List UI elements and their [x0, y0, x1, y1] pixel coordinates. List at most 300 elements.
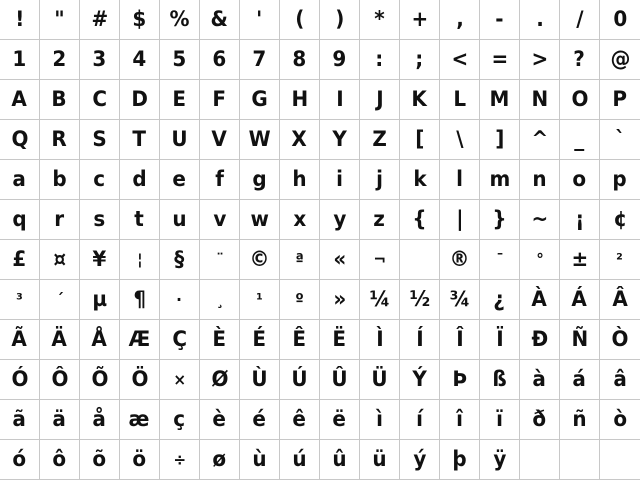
glyph: Û	[331, 367, 348, 391]
glyph: w	[250, 207, 269, 231]
glyph: |	[455, 207, 464, 231]
glyph: [	[414, 127, 425, 151]
glyph: ÿ	[492, 447, 507, 471]
glyph-cell	[120, 320, 160, 360]
glyph-cell	[240, 280, 280, 320]
glyph	[416, 252, 422, 268]
glyph: i	[336, 167, 343, 191]
glyph-cell	[400, 400, 440, 440]
glyph: ²	[616, 249, 624, 269]
glyph-cell	[520, 320, 560, 360]
glyph: D	[131, 87, 148, 111]
glyph: '	[256, 7, 263, 31]
glyph-cell	[400, 240, 440, 280]
glyph: â	[613, 367, 627, 391]
glyph: M	[489, 87, 510, 111]
glyph: Å	[91, 327, 108, 351]
glyph: J	[375, 87, 384, 111]
glyph-cell	[400, 200, 440, 240]
glyph: R	[51, 127, 68, 151]
glyph-cell	[560, 120, 600, 160]
glyph-cell	[520, 240, 560, 280]
glyph-cell	[360, 440, 400, 480]
glyph-cell	[600, 360, 640, 400]
glyph-cell	[480, 320, 520, 360]
glyph: =	[491, 47, 508, 71]
glyph: Ë	[332, 327, 347, 351]
glyph-cell	[40, 160, 80, 200]
glyph: (	[294, 7, 305, 31]
glyph-cell	[200, 280, 240, 320]
glyph: a	[12, 167, 27, 191]
glyph: À	[531, 287, 548, 311]
glyph: Ò	[611, 327, 629, 351]
glyph-cell	[400, 120, 440, 160]
glyph: 9	[332, 47, 347, 71]
glyph: O	[571, 87, 588, 111]
glyph-cell	[320, 80, 360, 120]
glyph: @	[610, 47, 630, 71]
glyph: 0	[613, 7, 627, 31]
glyph: ]	[494, 127, 505, 151]
glyph-cell	[520, 200, 560, 240]
glyph: o	[572, 167, 587, 191]
glyph: l	[456, 167, 463, 191]
glyph: Q	[11, 127, 28, 151]
glyph-cell	[560, 160, 600, 200]
glyph: ø	[212, 447, 227, 471]
glyph-cell	[160, 200, 200, 240]
glyph-cell	[160, 120, 200, 160]
glyph: ¼	[369, 287, 390, 311]
glyph-cell	[600, 80, 640, 120]
glyph: ·	[176, 289, 183, 309]
glyph-cell	[0, 40, 40, 80]
glyph: 6	[212, 47, 227, 71]
glyph-cell	[360, 120, 400, 160]
glyph-cell	[440, 400, 480, 440]
glyph: í	[416, 407, 423, 431]
glyph-cell	[240, 360, 280, 400]
glyph-cell	[520, 40, 560, 80]
glyph-cell	[200, 120, 240, 160]
glyph-cell	[280, 400, 320, 440]
glyph: Ï	[495, 327, 504, 351]
glyph-cell	[480, 200, 520, 240]
glyph: y	[332, 207, 347, 231]
glyph-cell	[240, 320, 280, 360]
glyph: ô	[52, 447, 67, 471]
glyph: m	[489, 167, 510, 191]
glyph: ;	[415, 47, 424, 71]
glyph: F	[212, 87, 227, 111]
glyph: æ	[129, 407, 150, 431]
glyph: ï	[496, 407, 503, 431]
glyph: b	[52, 167, 67, 191]
glyph-cell	[80, 320, 120, 360]
glyph-cell	[480, 280, 520, 320]
glyph: T	[132, 127, 147, 151]
glyph: ¾	[449, 287, 470, 311]
glyph-cell	[160, 40, 200, 80]
glyph-cell	[120, 360, 160, 400]
glyph-cell	[600, 0, 640, 40]
glyph: Ê	[292, 327, 307, 351]
glyph: Ö	[131, 367, 148, 391]
glyph-cell	[0, 160, 40, 200]
glyph-cell	[80, 80, 120, 120]
glyph: ¡	[574, 207, 585, 231]
glyph: Ý	[412, 367, 427, 391]
glyph: ,	[455, 7, 464, 31]
glyph: ì	[376, 407, 383, 431]
glyph-cell	[80, 40, 120, 80]
glyph: ã	[12, 407, 27, 431]
glyph: Þ	[452, 367, 467, 391]
glyph-cell	[160, 360, 200, 400]
glyph-cell	[0, 440, 40, 480]
glyph: Ì	[375, 327, 384, 351]
glyph-cell	[360, 320, 400, 360]
glyph-cell	[440, 0, 480, 40]
glyph-cell	[480, 240, 520, 280]
glyph: î	[456, 407, 463, 431]
glyph-cell	[400, 360, 440, 400]
glyph: {	[412, 207, 427, 231]
glyph: *	[374, 7, 385, 31]
glyph: )	[334, 7, 345, 31]
glyph: +	[411, 7, 428, 31]
glyph: ?	[573, 47, 586, 71]
glyph: }	[492, 207, 507, 231]
glyph: /	[575, 7, 584, 31]
glyph: µ	[92, 287, 107, 311]
glyph-cell	[480, 120, 520, 160]
glyph-cell	[120, 400, 160, 440]
glyph-cell	[280, 80, 320, 120]
glyph: Ð	[531, 327, 548, 351]
glyph: 5	[172, 47, 187, 71]
glyph: n	[532, 167, 547, 191]
glyph-cell	[0, 200, 40, 240]
glyph: á	[572, 367, 587, 391]
glyph: ú	[292, 447, 307, 471]
glyph: L	[453, 87, 466, 111]
glyph: à	[532, 367, 547, 391]
glyph-cell	[520, 0, 560, 40]
glyph-cell	[360, 280, 400, 320]
glyph-cell	[40, 0, 80, 40]
glyph: »	[333, 287, 346, 311]
glyph: ½	[409, 287, 430, 311]
glyph-cell	[440, 320, 480, 360]
glyph: ë	[332, 407, 347, 431]
glyph: Ü	[371, 367, 388, 391]
glyph: °	[535, 249, 544, 269]
glyph: X	[291, 127, 308, 151]
glyph-cell	[520, 400, 560, 440]
glyph-cell	[0, 320, 40, 360]
glyph-cell	[600, 160, 640, 200]
glyph-cell	[480, 400, 520, 440]
glyph: ¯	[495, 249, 504, 269]
glyph-cell	[480, 440, 520, 480]
glyph-cell	[80, 400, 120, 440]
glyph-cell	[360, 360, 400, 400]
glyph: ^	[531, 127, 548, 151]
glyph-cell	[80, 160, 120, 200]
glyph-cell	[320, 320, 360, 360]
glyph: 2	[52, 47, 67, 71]
glyph-cell	[440, 200, 480, 240]
glyph-cell	[400, 280, 440, 320]
glyph: ð	[532, 407, 547, 431]
glyph-cell	[400, 160, 440, 200]
glyph-cell	[440, 80, 480, 120]
glyph-cell	[480, 160, 520, 200]
glyph: h	[292, 167, 307, 191]
glyph-cell	[120, 200, 160, 240]
glyph-cell	[200, 80, 240, 120]
glyph: %	[169, 7, 190, 31]
glyph-cell	[200, 0, 240, 40]
glyph-cell	[560, 240, 600, 280]
glyph: «	[333, 247, 346, 271]
glyph-cell	[280, 120, 320, 160]
glyph: õ	[92, 447, 107, 471]
glyph-cell	[440, 360, 480, 400]
glyph: K	[411, 87, 428, 111]
glyph: 7	[252, 47, 267, 71]
glyph: ¤	[53, 247, 66, 271]
glyph-cell	[600, 280, 640, 320]
glyph: û	[332, 447, 347, 471]
glyph: ¸	[215, 289, 224, 309]
glyph: ×	[173, 369, 186, 389]
glyph: ó	[12, 447, 27, 471]
glyph-cell	[120, 0, 160, 40]
glyph-cell	[280, 160, 320, 200]
glyph: k	[412, 167, 427, 191]
glyph-cell	[200, 320, 240, 360]
glyph-cell	[160, 80, 200, 120]
glyph: 8	[292, 47, 307, 71]
glyph: ©	[249, 247, 270, 271]
glyph: A	[11, 87, 28, 111]
glyph-cell	[560, 280, 600, 320]
glyph-cell	[600, 240, 640, 280]
glyph-cell	[440, 160, 480, 200]
glyph: Z	[372, 127, 387, 151]
glyph: ü	[372, 447, 387, 471]
glyph-cell	[160, 280, 200, 320]
glyph-cell	[120, 80, 160, 120]
glyph: Ô	[51, 367, 68, 391]
glyph: Ã	[11, 327, 28, 351]
glyph: 3	[92, 47, 107, 71]
glyph: Æ	[128, 327, 151, 351]
glyph-cell	[80, 360, 120, 400]
glyph-cell	[40, 320, 80, 360]
glyph-cell	[200, 360, 240, 400]
glyph: ñ	[572, 407, 587, 431]
glyph-cell	[600, 400, 640, 440]
glyph-cell	[480, 360, 520, 400]
glyph-cell	[320, 200, 360, 240]
glyph-cell	[440, 440, 480, 480]
glyph-cell	[160, 440, 200, 480]
glyph-cell	[280, 240, 320, 280]
glyph: §	[174, 247, 185, 271]
glyph: Â	[612, 287, 628, 311]
glyph-cell	[440, 120, 480, 160]
glyph: $	[132, 7, 147, 31]
glyph-cell	[240, 200, 280, 240]
glyph-cell	[160, 160, 200, 200]
glyph: E	[172, 87, 187, 111]
glyph-cell	[0, 400, 40, 440]
glyph: P	[612, 87, 628, 111]
glyph-cell	[520, 160, 560, 200]
glyph-cell	[560, 0, 600, 40]
glyph-cell	[0, 80, 40, 120]
glyph: e	[172, 167, 187, 191]
glyph-cell	[80, 200, 120, 240]
glyph: ¬	[373, 249, 386, 269]
glyph: x	[293, 207, 306, 231]
glyph: t	[134, 207, 145, 231]
glyph: ß	[492, 367, 507, 391]
glyph-cell	[440, 240, 480, 280]
glyph-cell	[400, 40, 440, 80]
glyph-cell	[40, 360, 80, 400]
glyph: B	[51, 87, 68, 111]
glyph: d	[132, 167, 147, 191]
glyph: ò	[613, 407, 627, 431]
glyph: N	[531, 87, 548, 111]
glyph: H	[291, 87, 308, 111]
glyph-cell	[520, 120, 560, 160]
glyph: V	[211, 127, 228, 151]
glyph: 4	[132, 47, 147, 71]
glyph: ¶	[133, 287, 146, 311]
glyph: ª	[295, 249, 304, 269]
glyph-cell	[160, 240, 200, 280]
glyph: Í	[415, 327, 424, 351]
glyph: >	[531, 47, 548, 71]
glyph-cell	[80, 0, 120, 40]
glyph: #	[91, 7, 108, 31]
glyph: Ñ	[571, 327, 588, 351]
glyph: U	[171, 127, 188, 151]
glyph: f	[215, 167, 224, 191]
glyph: s	[93, 207, 106, 231]
glyph: Ù	[251, 367, 268, 391]
glyph-cell	[80, 280, 120, 320]
glyph: z	[373, 207, 386, 231]
glyph: I	[335, 87, 344, 111]
glyph-cell	[0, 0, 40, 40]
glyph: å	[92, 407, 107, 431]
glyph-cell	[360, 160, 400, 200]
glyph-cell	[240, 240, 280, 280]
glyph-cell	[120, 160, 160, 200]
glyph-cell	[600, 40, 640, 80]
glyph: è	[212, 407, 227, 431]
glyph-cell	[480, 80, 520, 120]
glyph-cell	[600, 120, 640, 160]
glyph-cell	[80, 120, 120, 160]
glyph: º	[295, 289, 304, 309]
glyph: é	[252, 407, 267, 431]
glyph-cell	[120, 240, 160, 280]
glyph-cell	[480, 0, 520, 40]
glyph-cell	[200, 40, 240, 80]
glyph: Î	[455, 327, 464, 351]
glyph-cell	[280, 360, 320, 400]
glyph: 1	[12, 47, 27, 71]
glyph-cell	[320, 120, 360, 160]
glyph-cell	[600, 200, 640, 240]
glyph: ±	[571, 247, 588, 271]
glyph: r	[54, 207, 65, 231]
glyph: Y	[332, 127, 347, 151]
glyph: c	[93, 167, 106, 191]
glyph-cell	[40, 80, 80, 120]
glyph: ÷	[173, 449, 186, 469]
glyph-cell	[120, 440, 160, 480]
glyph: _	[574, 127, 585, 151]
glyph-cell	[320, 160, 360, 200]
glyph: -	[495, 7, 504, 31]
glyph: :	[375, 47, 384, 71]
glyph-cell	[560, 80, 600, 120]
glyph: Ç	[172, 327, 187, 351]
glyph: ¨	[215, 249, 224, 269]
glyph-cell	[320, 0, 360, 40]
glyph-cell	[560, 200, 600, 240]
glyph-cell	[200, 200, 240, 240]
glyph-cell	[560, 40, 600, 80]
glyph: !	[14, 7, 25, 31]
glyph-cell	[0, 360, 40, 400]
glyph-cell	[40, 440, 80, 480]
glyph-cell	[120, 280, 160, 320]
glyph: Ú	[291, 367, 308, 391]
glyph: ³	[16, 289, 23, 309]
glyph-cell	[0, 280, 40, 320]
glyph: g	[252, 167, 267, 191]
glyph-cell	[360, 80, 400, 120]
glyph-cell	[280, 440, 320, 480]
glyph-cell	[560, 400, 600, 440]
glyph-cell	[160, 0, 200, 40]
glyph-cell	[440, 40, 480, 80]
glyph-cell	[240, 0, 280, 40]
glyph-cell	[560, 320, 600, 360]
glyph: W	[248, 127, 271, 151]
glyph-cell	[280, 320, 320, 360]
glyph: j	[376, 167, 383, 191]
glyph-cell	[360, 400, 400, 440]
glyph: <	[451, 47, 468, 71]
glyph-cell	[160, 320, 200, 360]
glyph-cell	[520, 280, 560, 320]
glyph: p	[612, 167, 628, 191]
glyph-cell	[120, 40, 160, 80]
glyph: Õ	[91, 367, 108, 391]
glyph: ´	[55, 289, 64, 309]
